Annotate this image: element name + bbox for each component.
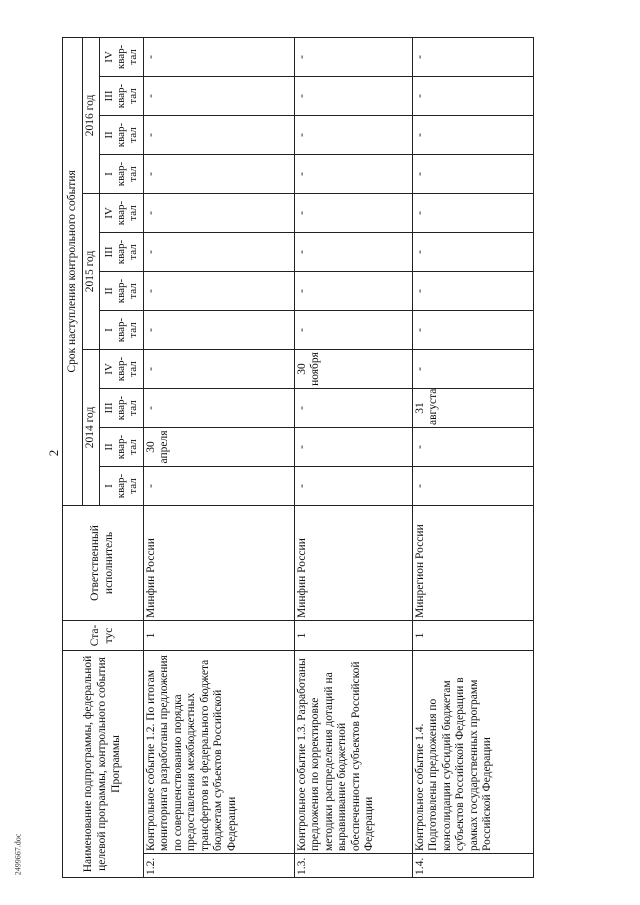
quarter-header <box>99 37 143 76</box>
event-status: 1 <box>143 620 294 650</box>
quarter-roman: IV <box>102 51 115 63</box>
quarter-header <box>99 232 143 271</box>
event-status: 1 <box>294 620 412 650</box>
row-number: 1.3. <box>294 854 412 878</box>
quarter-roman: II <box>102 131 115 139</box>
deadline-cell: - <box>294 427 412 466</box>
deadline-cell: - <box>143 466 294 505</box>
quarter-roman: IV <box>102 363 115 375</box>
row-number: 1.2. <box>143 854 294 878</box>
deadline-cell: - <box>143 349 294 388</box>
quarter-roman: II <box>102 287 115 295</box>
quarter-header <box>99 349 143 388</box>
header-year-2014: 2014 год <box>83 349 100 505</box>
quarter-header <box>99 115 143 154</box>
deadline-cell: - <box>294 232 412 271</box>
deadline-cell: - <box>412 37 533 76</box>
quarter-roman: II <box>102 443 115 451</box>
event-name: Контрольное событие 1.3. Разработаны предложения по корректировке методики распределения дотаций на выравнивание бюджетной обеспеченности субъектов Российской Федерации <box>294 650 412 853</box>
quarter-label: квар-тал <box>115 317 140 343</box>
quarter-roman: I <box>102 328 115 332</box>
deadline-cell: - <box>412 310 533 349</box>
quarter-roman: I <box>102 484 115 488</box>
deadline-cell: - <box>294 115 412 154</box>
control-events-table <box>62 37 534 878</box>
event-executor: Минрегион России <box>412 505 533 620</box>
quarter-header <box>99 427 143 466</box>
deadline-cell: - <box>143 193 294 232</box>
deadline-cell: - <box>412 232 533 271</box>
deadline-cell: - <box>294 76 412 115</box>
deadline-cell: - <box>294 154 412 193</box>
quarter-label: квар-тал <box>115 122 140 148</box>
header-deadline: Срок наступления контрольного события <box>63 37 83 505</box>
deadline-cell: 31 августа <box>412 388 533 427</box>
deadline-cell: - <box>412 115 533 154</box>
table-body <box>143 37 533 877</box>
page-number: 2 <box>46 449 61 457</box>
deadline-cell: - <box>143 154 294 193</box>
quarter-roman: III <box>102 402 115 414</box>
deadline-cell: 30 ноября <box>294 349 412 388</box>
event-executor: Минфин России <box>143 505 294 620</box>
deadline-cell: - <box>412 76 533 115</box>
quarter-label: квар-тал <box>115 434 140 460</box>
deadline-cell: 30 апреля <box>143 427 294 466</box>
quarter-header <box>99 466 143 505</box>
quarter-label: квар-тал <box>115 239 140 265</box>
event-status: 1 <box>412 620 533 650</box>
deadline-cell: - <box>412 466 533 505</box>
quarter-label: квар-тал <box>115 278 140 304</box>
event-name: Контрольное событие 1.2. По итогам мониторинга разработаны предложения по совершенствованию порядка предоставления межбюджетных трансфертов из федерального бюджета бюджетам субъектов Российской Федерации <box>143 650 294 853</box>
table-row <box>294 37 412 877</box>
document-filename: 2499667.doc <box>13 833 23 876</box>
quarter-label: квар-тал <box>115 473 140 499</box>
header-year-2015: 2015 год <box>83 193 100 349</box>
deadline-cell: - <box>412 193 533 232</box>
quarter-header <box>99 193 143 232</box>
table-row <box>143 37 294 877</box>
deadline-cell: - <box>294 388 412 427</box>
table-row <box>412 37 533 877</box>
header-name: Наименование подпрограммы, федеральной целевой программы, контрольного события Программы <box>63 650 144 877</box>
header-year-2016: 2016 год <box>83 37 100 193</box>
quarter-roman: III <box>102 246 115 258</box>
quarter-label: квар-тал <box>115 200 140 226</box>
quarter-header <box>99 154 143 193</box>
quarter-label: квар-тал <box>115 83 140 109</box>
quarter-header <box>99 76 143 115</box>
quarter-roman: III <box>102 90 115 102</box>
quarter-roman: IV <box>102 207 115 219</box>
deadline-cell: - <box>412 427 533 466</box>
deadline-cell: - <box>143 37 294 76</box>
quarter-label: квар-тал <box>115 161 140 187</box>
quarter-label: квар-тал <box>115 395 140 421</box>
deadline-cell: - <box>294 271 412 310</box>
deadline-cell: - <box>143 232 294 271</box>
deadline-cell: - <box>143 310 294 349</box>
deadline-cell: - <box>143 388 294 427</box>
deadline-cell: - <box>143 271 294 310</box>
row-number: 1.4. <box>412 854 533 878</box>
deadline-cell: - <box>143 76 294 115</box>
header-status: Ста-тус <box>63 620 144 650</box>
quarter-roman: I <box>102 172 115 176</box>
rotated-table-container <box>62 38 596 878</box>
deadline-cell: - <box>143 115 294 154</box>
quarter-header <box>99 388 143 427</box>
deadline-cell: - <box>412 271 533 310</box>
deadline-cell: - <box>294 37 412 76</box>
deadline-cell: - <box>412 154 533 193</box>
event-name: Контрольное событие 1.4. Подготовлены предложения по консолидации субсидий бюджетам субъектов Российской Федерации в рамках государственных программ Российской Федерации <box>412 650 533 853</box>
quarter-label: квар-тал <box>115 44 140 70</box>
event-executor: Минфин России <box>294 505 412 620</box>
quarter-header <box>99 310 143 349</box>
quarter-header <box>99 271 143 310</box>
quarter-label: квар-тал <box>115 356 140 382</box>
header-executor: Ответственный исполнитель <box>63 505 144 620</box>
deadline-cell: - <box>412 349 533 388</box>
deadline-cell: - <box>294 310 412 349</box>
deadline-cell: - <box>294 466 412 505</box>
deadline-cell: - <box>294 193 412 232</box>
